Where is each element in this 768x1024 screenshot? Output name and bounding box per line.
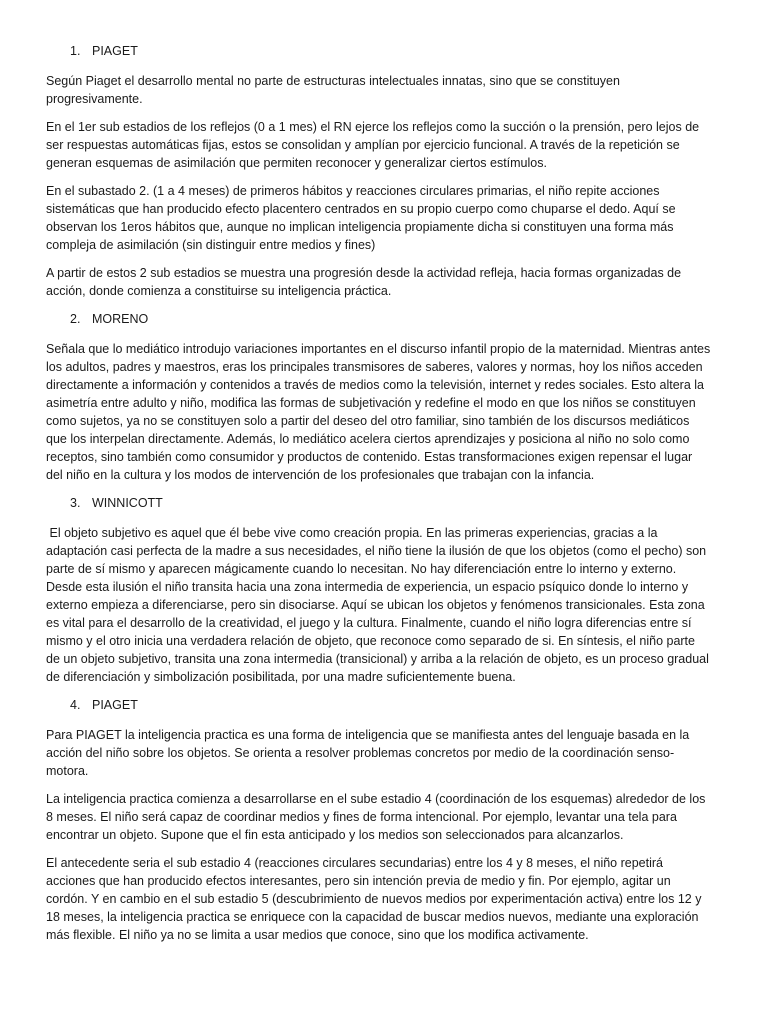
paragraph: En el 1er sub estadios de los reflejos (0 a 1 mes) el RN ejerce los reflejos como la succión o la prensión, pero lejos de ser respuestas automáticas fijas, estos se consolidan y amplían por ejercicio funcional. A través de la repetición se generan esquemas de asimilación que permiten reconocer y generalizar ciertos estímulos. xyxy=(46,120,700,170)
section-heading xyxy=(46,696,712,714)
section-number: 1. xyxy=(70,44,81,58)
paragraph: El objeto subjetivo es aquel que él bebe vive como creación propia. En las primeras experiencias, gracias a la adaptación casi perfecta de la madre a sus necesidades, el niño tiene la ilusión de que los objetos (como el pecho) son parte de sí mismo y aparecen mágicamente cuando lo necesitan. No hay diferenciación entre lo interno y externo. Desde esta ilusión el niño transita hacia una zona intermedia de experiencia, un espacio psíquico donde lo interno y externo empieza a diferenciarse, pero sin disociarse. Aquí se ubican los objetos y fenómenos transicionales. Esta zona es vital para el desarrollo de la creatividad, el juego y la cultura. Finalmente, cuando el niño logra diferencias entre sí mismo y el otro inicia una verdadera relación de objeto, que reconoce como separado de si. En síntesis, el niño parte de un objeto subjetivo, transita una zona intermedia (transicional) y arriba a la relación de objeto, es un proceso gradual de diferenciación y simbolización posibilitada, por una madre suficientemente buena. xyxy=(46,526,713,684)
section-title: PIAGET xyxy=(92,44,138,58)
section-number: 2. xyxy=(70,312,81,326)
paragraph: A partir de estos 2 sub estadios se muestra una progresión desde la actividad refleja, hacia formas organizadas de acción, donde comienza a constituirse su inteligencia práctica. xyxy=(46,266,682,298)
paragraph: Según Piaget el desarrollo mental no parte de estructuras intelectuales innatas, sino que se constituyen progresivamente. xyxy=(46,74,620,106)
section-heading xyxy=(46,310,712,328)
section-piaget-1 xyxy=(46,42,712,300)
paragraph: Señala que lo mediático introdujo variaciones importantes en el discurso infantil propio de la maternidad. Mientras antes los adultos, padres y maestros, eras los principales transmisores de saberes, valores y normas, hoy los niños acceden directamente a información y contenidos a través de medios como la televisión, internet y redes sociales. Esto altera la asimetría entre adulto y niño, modifica las formas de subjetivación y redefine el modo en que los niños se constituyen como sujetos, ya no se constituyen solo a partir del deseo del otro familiar, sino también de los discursos mediáticos que los interpelan directamente. Además, lo mediático acelera ciertos aprendizajes y posiciona al niño no solo como receptos, sino también como consumidor y productos de contenido. Estas transformaciones exigen repensar el lugar del niño en la cultura y los modos de intervención de los profesionales que trabajan con la infancia. xyxy=(46,342,711,482)
section-heading xyxy=(46,42,712,60)
section-title: WINNICOTT xyxy=(92,496,163,510)
section-heading xyxy=(46,494,712,512)
section-winnicott xyxy=(46,494,712,686)
paragraph: En el subastado 2. (1 a 4 meses) de primeros hábitos y reacciones circulares primarias, el niño repite acciones sistemáticas que han producido efecto placentero centrados en su propio cuerpo como chuparse el dedo. Aquí se observan los 1eros hábitos que, aunque no implican inteligencia propiamente dicha si constituyen una forma más compleja de asimilación (sin distinguir entre medios y fines) xyxy=(46,184,676,252)
section-title: PIAGET xyxy=(92,698,138,712)
section-title: MORENO xyxy=(92,312,149,326)
section-piaget-2 xyxy=(46,696,712,944)
paragraph: Para PIAGET la inteligencia practica es una forma de inteligencia que se manifiesta antes del lenguaje basada en la acción del niño sobre los objetos. Se orienta a resolver problemas concretos por medio de la coordinación senso-motora. xyxy=(46,728,690,778)
section-number: 3. xyxy=(70,496,81,510)
paragraph: La inteligencia practica comienza a desarrollarse en el sube estadio 4 (coordinación de los esquemas) alrededor de los 8 meses. El niño será capaz de coordinar medios y fines de forma intencional. Por ejemplo, levantar una tela para encontrar un objeto. Supone que el fin esta anticipado y los medios son seleccionados para alcanzarlos. xyxy=(46,792,706,842)
section-moreno xyxy=(46,310,712,484)
section-number: 4. xyxy=(70,698,81,712)
paragraph: El antecedente seria el sub estadio 4 (reacciones circulares secundarias) entre los 4 y 8 meses, el niño repetirá acciones que han producido efectos interesantes, pero sin intención previa de medio y fin. Por ejemplo, agitar un cordón. Y en cambio en el sub estadio 5 (descubrimiento de nuevos medios por experimentación activa) entre los 12 y 18 meses, la inteligencia practica se enriquece con la capacidad de buscar medios nuevos, mediante una exploración más flexible. El niño ya no se limita a usar medios que conoce, sino que los modifica activamente. xyxy=(46,856,702,942)
